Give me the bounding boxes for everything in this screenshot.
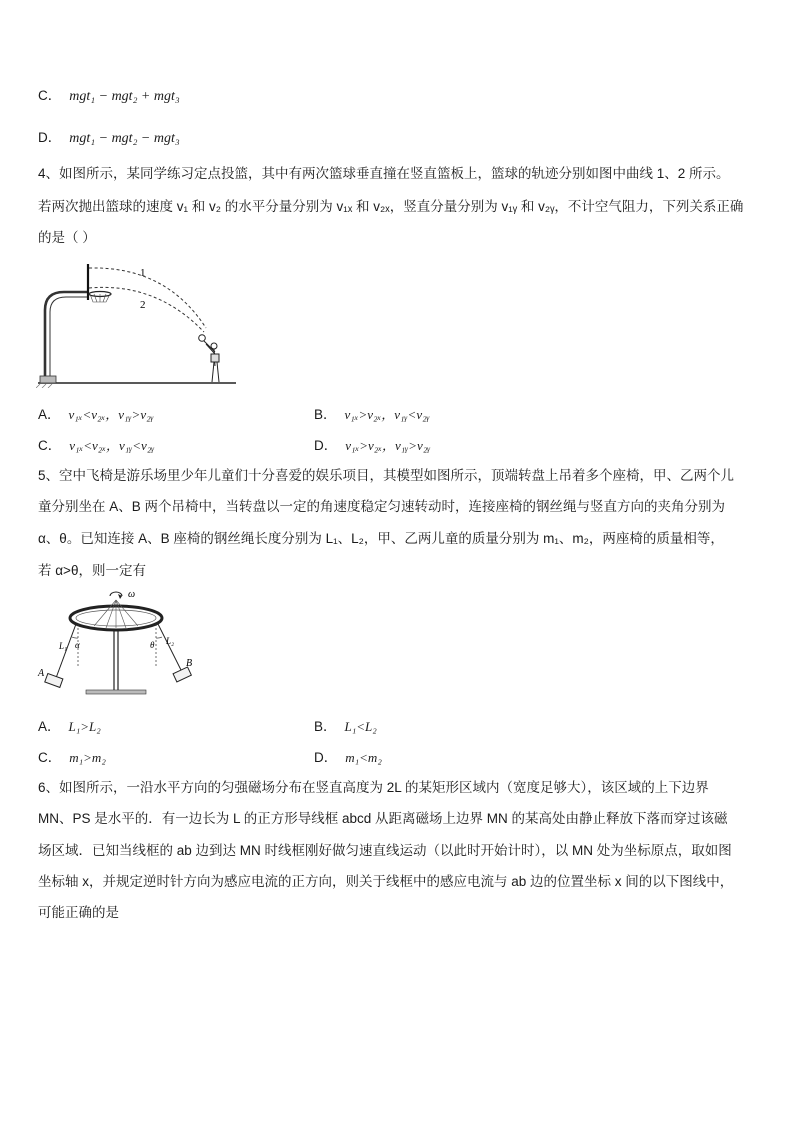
omega-label: ω <box>128 589 136 600</box>
trajectory-1 <box>89 268 206 328</box>
seat-a <box>45 674 63 688</box>
disk-spokes <box>94 600 138 628</box>
basketball-figure <box>36 258 246 388</box>
theta-label: θ <box>150 640 155 650</box>
ground-base <box>86 690 146 694</box>
option-label: D． <box>314 750 338 765</box>
option-label: C． <box>38 750 62 765</box>
seat-a-label: A <box>38 668 45 679</box>
q4-option-c[interactable] <box>38 437 154 455</box>
option-text: m₁>m₂ <box>69 750 106 765</box>
option-label: C． <box>38 438 62 453</box>
rope-b <box>158 624 182 672</box>
q4-text-line-3: 的是（ ） <box>38 230 96 245</box>
q4-text-line-1: 4、如图所示，某同学练习定点投篮，其中有两次篮球垂直撞在竖直篮板上，篮球的轨迹分别如图中曲线 1、2 所示。 <box>38 166 730 181</box>
q5-option-c[interactable] <box>38 749 106 767</box>
hoop-pole-inner <box>50 297 88 376</box>
option-text: v₁ₓ<v₂ₓ，v₁ᵧ>v₂ᵧ <box>68 407 154 422</box>
option-expression: mgt₁ − mgt₂ − mgt₃ <box>69 131 180 146</box>
swing-ride-figure <box>34 586 204 698</box>
q5-option-a[interactable] <box>38 718 101 736</box>
option-text: v₁ₓ>v₂ₓ，v₁ᵧ>v₂ᵧ <box>345 438 431 453</box>
option-text: L₁<L₂ <box>344 719 377 734</box>
option-label: B． <box>314 407 337 422</box>
seat-b <box>173 667 191 682</box>
ground-hatching <box>36 384 52 388</box>
q5-text-line-4: 若 α>θ，则一定有 <box>38 563 146 578</box>
prev-option-d[interactable] <box>38 129 180 148</box>
option-label: A． <box>38 719 61 734</box>
curve-2-label: 2 <box>140 299 146 311</box>
option-text: m₁<m₂ <box>345 750 382 765</box>
option-label: A． <box>38 407 61 422</box>
q5-option-b[interactable] <box>314 718 377 736</box>
trajectory-2 <box>89 287 204 332</box>
prev-option-c[interactable] <box>38 87 180 106</box>
q6-text-line-4: 坐标轴 x，并规定逆时针方向为感应电流的正方向，则关于线框中的感应电流与 ab 边的位置坐标 x 间的以下图线中， <box>38 874 734 889</box>
option-text: v₁ₓ<v₂ₓ，v₁ᵧ<v₂ᵧ <box>69 438 155 453</box>
option-label: D． <box>38 130 62 145</box>
q4-option-d[interactable] <box>314 437 430 455</box>
hoop-base <box>40 376 56 383</box>
q6-text-line-5: 可能正确的是 <box>38 905 119 920</box>
q4-option-a[interactable] <box>38 406 154 424</box>
q5-option-d[interactable] <box>314 749 382 767</box>
alpha-label: α <box>75 640 80 650</box>
q4-option-b[interactable] <box>314 406 430 424</box>
option-label: C． <box>38 88 62 103</box>
l2-label: L₂ <box>166 636 175 646</box>
q5-text-line-1: 5、空中飞椅是游乐场里少年儿童们十分喜爱的娱乐项目，其模型如图所示，顶端转盘上吊着多个座椅，甲、乙两个儿 <box>38 468 735 483</box>
q6-text-line-1: 6、如图所示，一沿水平方向的匀强磁场分布在竖直高度为 2L 的某矩形区域内（宽度足够大），该区域的上下边界 <box>38 780 709 795</box>
q6-text-line-2: MN、PS 是水平的．有一边长为 L 的正方形导线框 abcd 从距离磁场上边界 MN 的某高处由静止释放下落而穿过该磁 <box>38 811 728 826</box>
hoop-net <box>90 294 110 302</box>
seat-b-label: B <box>186 658 193 669</box>
q4-text-line-2: 若两次抛出篮球的速度 v₁ 和 v₂ 的水平分量分别为 v₁ₓ 和 v₂ₓ，竖直分量分别为 v₁ᵧ 和 v₂ᵧ，不计空气阻力，下列关系正确 <box>38 199 744 214</box>
rope-a <box>56 624 76 678</box>
option-label: B． <box>314 719 337 734</box>
q5-text-line-2: 童分别坐在 A、B 两个吊椅中，当转盘以一定的角速度稳定匀速转动时，连接座椅的钢丝绳与竖直方向的夹角分别为 <box>38 499 726 514</box>
curve-1-label: 1 <box>140 267 146 279</box>
option-label: D． <box>314 438 338 453</box>
player-figure <box>199 335 219 382</box>
q5-text-line-3: α、θ。已知连接 A、B 座椅的钢丝绳长度分别为 L₁、L₂，甲、乙两儿童的质量分别为 m₁、m₂，两座椅的质量相等， <box>38 531 724 546</box>
option-text: L₁>L₂ <box>68 719 101 734</box>
q6-text-line-3: 场区域．已知当线框的 ab 边到达 MN 时线框刚好做匀速直线运动（以此时开始计时），以 MN 处为坐标原点，取如图 <box>38 843 732 858</box>
l1-label: L₁ <box>59 641 68 651</box>
option-text: v₁ₓ>v₂ₓ，v₁ᵧ<v₂ᵧ <box>344 407 430 422</box>
option-expression: mgt₁ − mgt₂ + mgt₃ <box>69 89 180 104</box>
